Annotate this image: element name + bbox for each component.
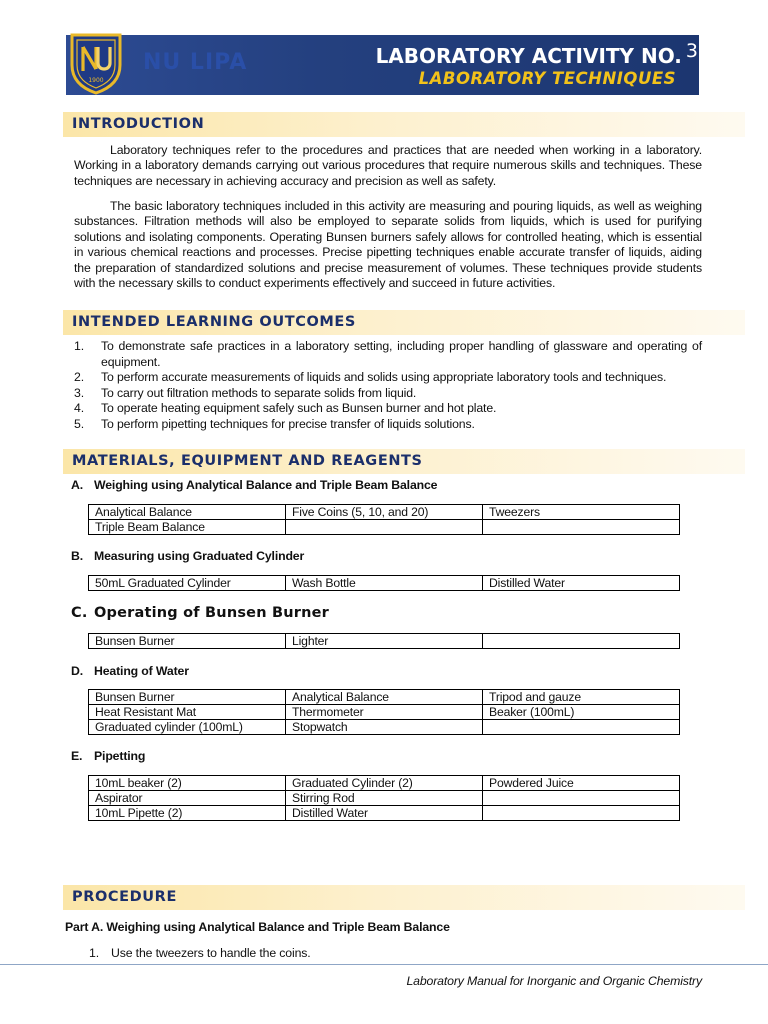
- activity-number: 3: [685, 40, 698, 62]
- group-letter: C.: [71, 605, 88, 621]
- list-number: 5.: [74, 416, 84, 431]
- section-heading-label: MATERIALS, EQUIPMENT AND REAGENTS: [72, 453, 423, 469]
- materials-group-a-label: [71, 478, 437, 492]
- list-number: 3.: [74, 385, 84, 400]
- materials-group-b-label: [71, 549, 304, 563]
- section-heading-introduction: [63, 112, 745, 137]
- table-cell: Triple Beam Balance: [89, 520, 286, 535]
- table-cell: Tripod and gauze: [483, 690, 680, 705]
- table-cell: Bunsen Burner: [89, 634, 286, 649]
- section-heading-ilo: [63, 310, 745, 335]
- table-cell: [483, 806, 680, 821]
- materials-table-d: [88, 689, 680, 735]
- group-letter: A.: [71, 478, 83, 492]
- table-cell: [483, 634, 680, 649]
- table-cell: Bunsen Burner: [89, 690, 286, 705]
- list-text: To perform pipetting techniques for precise transfer of liquids solutions.: [101, 416, 475, 431]
- procedure-part-a-title: Part A. Weighing using Analytical Balance and Triple Beam Balance: [65, 920, 450, 934]
- materials-table-c: [88, 633, 680, 649]
- list-number: 4.: [74, 401, 84, 415]
- table-cell: Graduated Cylinder (2): [286, 776, 483, 791]
- intro-paragraph-1: Laboratory techniques refer to the procedures and practices that are needed when working in a laboratory. Working in a laboratory demands carrying out various procedures that require numerous skills and techniques. These techniques are necessary in achieving accuracy and precision as well as safety.: [74, 143, 702, 188]
- group-letter: B.: [71, 549, 83, 563]
- table-cell: Distilled Water: [286, 806, 483, 821]
- table-cell: Stirring Rod: [286, 791, 483, 806]
- step-text: Use the tweezers to handle the coins.: [111, 946, 311, 960]
- table-row: [89, 520, 680, 535]
- materials-group-e-label: [71, 749, 145, 763]
- table-cell: 50mL Graduated Cylinder: [89, 576, 286, 591]
- section-heading-materials: [63, 449, 745, 474]
- list-item: [74, 417, 702, 433]
- group-title: Weighing using Analytical Balance and Triple Beam Balance: [94, 478, 438, 492]
- list-number: 2.: [74, 370, 84, 384]
- table-row: [89, 705, 680, 720]
- list-text: To operate heating equipment safely such as Bunsen burner and hot plate.: [101, 401, 497, 415]
- table-cell: Distilled Water: [483, 576, 680, 591]
- university-seal-logo: [68, 31, 124, 95]
- table-cell: Five Coins (5, 10, and 20): [286, 505, 483, 520]
- step-number: 1.: [89, 946, 99, 960]
- table-row: [89, 791, 680, 806]
- list-item: [74, 370, 702, 386]
- list-text: To carry out filtration methods to separate solids from liquid.: [101, 385, 417, 400]
- table-row: [89, 690, 680, 705]
- section-heading-label: PROCEDURE: [72, 889, 177, 905]
- list-text: To demonstrate safe practices in a laboratory setting, including proper handling of glassware and operating of equipment.: [101, 339, 702, 369]
- table-row: [89, 776, 680, 791]
- table-row: [89, 505, 680, 520]
- group-title: Operating of Bunsen Burner: [94, 605, 330, 621]
- group-title: Heating of Water: [94, 664, 189, 678]
- activity-title-text: LABORATORY ACTIVITY NO.: [375, 44, 682, 68]
- table-cell: 10mL beaker (2): [89, 776, 286, 791]
- table-cell: [286, 520, 483, 535]
- section-heading-label: INTENDED LEARNING OUTCOMES: [72, 314, 356, 330]
- materials-table-a: [88, 504, 680, 535]
- brand-wordmark: NU LIPA: [143, 50, 248, 75]
- footer-divider: [0, 964, 768, 965]
- activity-title: [375, 40, 698, 68]
- table-cell: [483, 791, 680, 806]
- materials-group-c-label: [71, 605, 329, 621]
- table-cell: Thermometer: [286, 705, 483, 720]
- group-letter: D.: [71, 664, 83, 678]
- section-heading-procedure: [63, 885, 745, 910]
- materials-table-e: [88, 775, 680, 821]
- table-row: [89, 634, 680, 649]
- table-cell: [483, 720, 680, 735]
- list-number: 1.: [74, 339, 84, 353]
- ilo-list: [74, 339, 702, 432]
- section-heading-label: INTRODUCTION: [72, 116, 205, 132]
- table-cell: [483, 520, 680, 535]
- table-cell: Analytical Balance: [89, 505, 286, 520]
- list-item: [74, 401, 702, 417]
- list-text: To perform accurate measurements of liquids and solids using appropriate laboratory tools and techniques.: [101, 370, 667, 384]
- table-cell: Tweezers: [483, 505, 680, 520]
- seal-year: 1900: [88, 77, 104, 84]
- list-item: [74, 386, 702, 402]
- table-cell: Stopwatch: [286, 720, 483, 735]
- table-row: [89, 806, 680, 821]
- table-cell: Graduated cylinder (100mL): [89, 720, 286, 735]
- footer-text: Laboratory Manual for Inorganic and Organic Chemistry: [406, 974, 702, 988]
- table-cell: Heat Resistant Mat: [89, 705, 286, 720]
- intro-paragraph-2: The basic laboratory techniques included in this activity are measuring and pouring liquids, as well as weighing substances. Filtration methods will also be employed to separate solids from liquids, which is used for purifying solutions and isolating components. Operating Bunsen burners safely allows for controlled heating, which is essential in various chemical reactions and processes. Precise pipetting techniques enable accurate transfer of liquids, aiding the preparation of standardized solutions and precise measurement of volumes. These techniques provide students with the necessary skills to conduct experiments effectively and succeed in future activities.: [74, 199, 702, 291]
- activity-subtitle: LABORATORY TECHNIQUES: [418, 69, 676, 88]
- table-row: [89, 576, 680, 591]
- materials-table-b: [88, 575, 680, 591]
- table-cell: Wash Bottle: [286, 576, 483, 591]
- table-row: [89, 720, 680, 735]
- list-item: [74, 339, 702, 370]
- table-cell: Powdered Juice: [483, 776, 680, 791]
- table-cell: 10mL Pipette (2): [89, 806, 286, 821]
- table-cell: Analytical Balance: [286, 690, 483, 705]
- procedure-step: [89, 946, 311, 960]
- table-cell: Beaker (100mL): [483, 705, 680, 720]
- group-title: Measuring using Graduated Cylinder: [94, 549, 305, 563]
- group-title: Pipetting: [94, 749, 146, 763]
- group-letter: E.: [71, 749, 83, 763]
- table-cell: Lighter: [286, 634, 483, 649]
- materials-group-d-label: [71, 664, 189, 678]
- table-cell: Aspirator: [89, 791, 286, 806]
